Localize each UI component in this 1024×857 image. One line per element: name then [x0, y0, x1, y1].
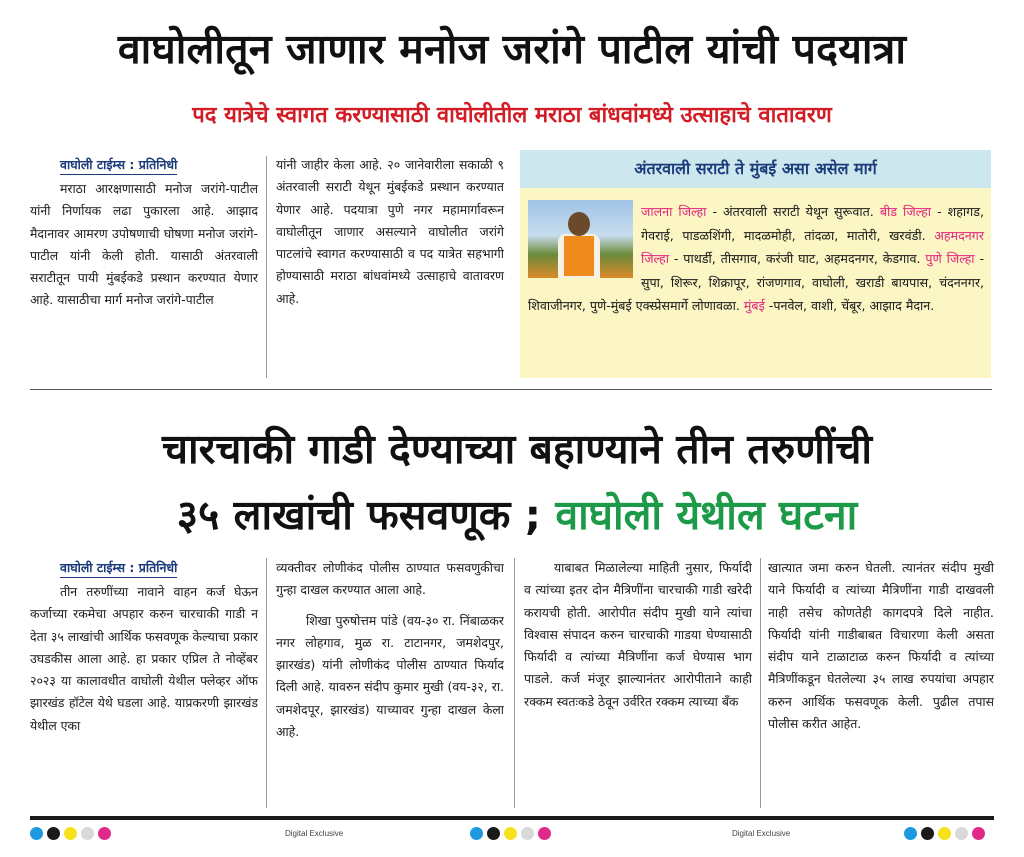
story2-column-2 [276, 557, 504, 743]
yellow-dot-icon [64, 827, 77, 840]
story1-col2-text: यांनी जाहीर केला आहे. २० जानेवारीला सकाळी ९ अंतरवाली सराटी येथून मुंबईकडे प्रस्थान करण्यात येणार आहे. पदयात्रा पुणे नगर महामार्गावरून वाघोलीतून जाणार असल्याने वाघोलीत जरांगे पाटलांचे स्वागत करण्यासाठी व पद यात्रेत सहभागी होण्यासाठी मराठा बांधवांमध्ये उत्साहाचे वातावरण आहे. [276, 157, 504, 306]
story2-col2a-text: व्यक्तीवर लोणीकंद पोलीस ठाण्यात फसवणुकीचा गुन्हा दाखल करण्यात आला आहे. [276, 560, 504, 598]
grey-dot-icon [955, 827, 968, 840]
magenta-dot-icon [98, 827, 111, 840]
story2-col1-text: तीन तरुणींच्या नावाने वाहन कर्ज घेऊन कर्जाच्या रकमेचा अपहार करुन चारचाकी गाडी न देता ३५ लाखांची आर्थिक फसवणूक केल्याचा प्रकार उघडकीस आला आहे. हा प्रकार एप्रिल ते नोव्हेंबर २०२३ या कालावधीत वाघोली येथील फ्लेव्हर ऑफ झारखंड हॉटेल येथे घडला आहे. याप्रकरणी झारखंड येथील एका [30, 584, 258, 733]
column-divider [266, 156, 267, 378]
district-beed-label: बीड जिल्हा [879, 204, 932, 219]
district-mumbai-text: -पनवेल, वाशी, चेंबूर, आझाद मैदान. [764, 298, 935, 313]
story2-headline-line2 [22, 482, 1012, 548]
district-pune-text: - सुपा, शिरूर, शिक्रापूर, रांजणगाव, वाघोली, खराडी बायपास, चंदननगर, शिवाजीनगर, पुणे-मुंबई एक्स्प्रेसमार्गे लोणावळा. [528, 251, 984, 313]
footer-label-center: Digital Exclusive [285, 829, 344, 838]
story2-headline-green: वाघोली येथील घटना [555, 491, 858, 539]
footer-label-right: Digital Exclusive [732, 829, 791, 838]
story1-column-1 [30, 154, 258, 312]
story2-headline [22, 416, 1012, 548]
story1-column-2 [276, 154, 504, 310]
story1-subheadline: पद यात्रेचे स्वागत करण्यासाठी वाघोलीतील मराठा बांधवांमध्ये उत्साहाचे वातावरण [192, 103, 832, 128]
cyan-dot-icon [904, 827, 917, 840]
person-photo-icon [528, 200, 633, 278]
black-dot-icon [47, 827, 60, 840]
route-box-body [528, 200, 984, 318]
district-jalna-label: जालना जिल्हा [641, 204, 707, 219]
story2-col2b-text: शिखा पुरुषोत्तम पांडे (वय-३० रा. निंबाळकर नगर लोहगाव, मुळ रा. टाटानगर, जमशेदपुर, झारखंड) यांनी लोणीकंद पोलीस ठाण्यात फिर्याद दिली आहे. यावरुन संदीप कुमार मुखी (वय-३२, रा. जमशेदपूर, झारखंड) याच्यावर गुन्हा दाखल केला आहे. [276, 612, 504, 740]
story2-headline-black: ३५ लाखांची फसवणूक ; [176, 491, 556, 539]
color-registration-marks-center [470, 827, 560, 841]
district-nagar-label: अहमदनगर जिल्हा [641, 227, 984, 266]
column-divider [514, 558, 515, 808]
color-registration-marks-right [904, 827, 994, 841]
story1-headline: वाघोलीतून जाणार मनोज जरांगे पाटील यांची पदयात्रा [117, 25, 907, 73]
district-nagar-text: - पाथर्डी, तीसगाव, करंजी घाट, अहमदनगर, केडगाव. [668, 251, 921, 266]
route-box [520, 150, 991, 378]
yellow-dot-icon [938, 827, 951, 840]
route-box-title: अंतरवाली सराटी ते मुंबई असा असेल मार्ग [520, 150, 991, 188]
column-divider [266, 558, 267, 808]
story1-col1-text: मराठा आरक्षणासाठी मनोज जरांगे-पाटील यांनी निर्णायक लढा पुकारला आहे. आझाद मैदानावर आमरण उपोषणाची घोषणा मनोज जरांगे-पाटील यांनी केली होती. यासाठी अंतरवाली सराटीतून पायी मुंबईकडे प्रस्थान करण्यात येणार आहे. यासाठीचा मार्ग मनोज जरांगे-पाटील [30, 181, 258, 308]
black-dot-icon [921, 827, 934, 840]
story2-byline: वाघोली टाईम्स : प्रतिनिधी [60, 559, 177, 578]
cyan-dot-icon [30, 827, 43, 840]
story2-column-1 [30, 557, 258, 737]
story2-col4-text: खात्यात जमा करुन घेतली. त्यानंतर संदीप मुखी याने फिर्यादी व त्यांच्या मैत्रिणींना गाडी दाखवली नाही तसेच कोणतेही कागदपत्रे दिले नाहीत. फिर्यादी यांनी गाडीबाबत विचारणा केली असता संदीप याने टाळाटाळ करुन फिर्यादी व त्यांच्या मैत्रिणींकडून घेतलेल्या ३५ लाख रुपयांचा अपहार करुन आर्थिक फसवणूक केली. पुढील तपास पोलीस करीत आहेत. [768, 560, 994, 732]
magenta-dot-icon [972, 827, 985, 840]
cyan-dot-icon [470, 827, 483, 840]
district-beed-text: - शहागड, गेवराई, पाडळशिंगी, मादळमोही, तांदळा, मातोरी, खरवंडी. [641, 204, 985, 243]
story1-byline: वाघोली टाईम्स : प्रतिनिधी [60, 156, 177, 175]
district-jalna-text: - अंतरवाली सराटी येथून सुरूवात. [706, 204, 874, 219]
grey-dot-icon [521, 827, 534, 840]
story2-column-4 [768, 557, 994, 735]
column-divider [760, 558, 761, 808]
color-registration-marks-left [30, 827, 120, 841]
story2-headline-line1: चारचाकी गाडी देण्याच्या बहाण्याने तीन तरुणींची [161, 425, 873, 473]
district-mumbai-label: मुंबई [743, 298, 765, 313]
story2-column-3 [524, 557, 752, 713]
grey-dot-icon [81, 827, 94, 840]
magenta-dot-icon [538, 827, 551, 840]
yellow-dot-icon [504, 827, 517, 840]
black-dot-icon [487, 827, 500, 840]
footer-rule [30, 816, 994, 820]
district-pune-label: पुणे जिल्हा [925, 251, 975, 266]
story-separator [30, 389, 992, 390]
story2-col3-text: याबाबत मिळालेल्या माहिती नुसार, फिर्यादी व त्यांच्या इतर दोन मैत्रिणींना चारचाकी गाडी खरेदी करायची होती. आरोपीत संदीप मुखी याने त्यांचा विश्वास संपादन करुन चारचाकी गाडया घेण्यासाठी फिर्यादी व त्यांच्या मैत्रिणींना कर्ज घेण्यास भाग पाडले. कर्ज मंजूर झाल्यानंतर आरोपीताने काही रक्कम स्वतःकडे ठेवून उर्वरित रक्कम त्याच्या बँक [524, 560, 752, 709]
